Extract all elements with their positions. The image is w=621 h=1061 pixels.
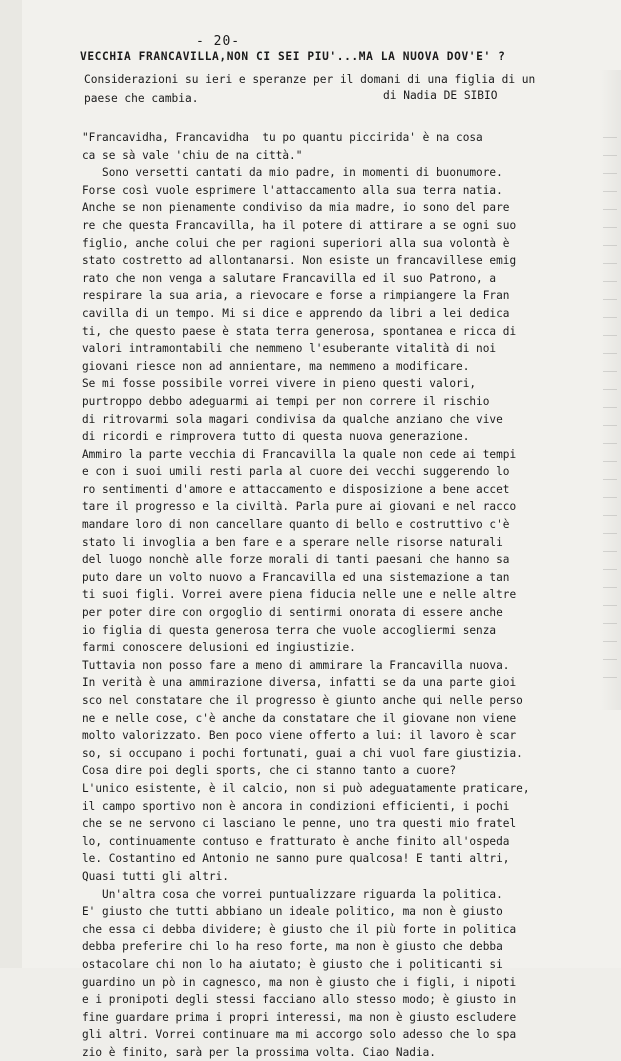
article-line: cavilla di un tempo. Mi si dice e apprendo da libri a lei dedica bbox=[82, 306, 510, 320]
article-line: ro sentimenti d'amore e attaccamento e disposizione a bene accet bbox=[82, 482, 510, 496]
article-line: purtroppo debbo adeguarmi ai tempi per non correre il rischio bbox=[82, 394, 490, 408]
page-number: - 20- bbox=[196, 34, 241, 49]
article-line: mandare loro di non cancellare quanto di bello e costruttivo c'è bbox=[82, 518, 510, 532]
article-line: il campo sportivo non è ancora in condizioni efficienti, i pochi bbox=[82, 799, 510, 813]
article-line: rato che non venga a salutare Francavilla ed il suo Patrono, a bbox=[82, 271, 497, 285]
article-line: tare il progresso e la civiltà. Parla pure ai giovani e nel racco bbox=[82, 500, 517, 514]
article-line: L'unico esistente, è il calcio, non si può adeguatamente praticare, bbox=[82, 781, 530, 795]
article-line: "Francavidha, Francavidha tu po quantu piccirida' è na cosa bbox=[82, 131, 483, 144]
article-line: Tuttavia non posso fare a meno di ammirare la Francavilla nuova. bbox=[82, 658, 510, 672]
article-line: Cosa dire poi degli sports, che ci stanno tanto a cuore? bbox=[82, 764, 457, 778]
article-line: Quasi tutti gli altri. bbox=[82, 869, 229, 883]
article-line: E' giusto che tutti abbiano un ideale politico, ma non è giusto bbox=[82, 905, 503, 919]
article-line: ti, che questo paese è stata terra generosa, spontanea e ricca di bbox=[82, 324, 517, 338]
article-line: io figlia di questa generosa terra che vuole accogliermi senza bbox=[82, 623, 497, 637]
article-line: Forse così vuole esprimere l'attaccamento alla sua terra natia. bbox=[82, 183, 503, 197]
article-byline: di Nadia DE SIBIO bbox=[383, 89, 498, 102]
article-line: molto valorizzato. Ben poco viene offerto a lui: il lavoro è scar bbox=[82, 729, 517, 743]
article-line: so, si occupano i pochi fortunati, guai a chi vuol fare giustizia. bbox=[82, 746, 523, 760]
article-line: stato li invoglia a ben fare e a sperare nelle risorse naturali bbox=[82, 535, 503, 549]
article-title: VECCHIA FRANCAVILLA,NON CI SEI PIU'...MA LA NUOVA DOV'E' ? bbox=[80, 50, 506, 63]
article-line: figlio, anche colui che per ragioni superiori alla sua volontà è bbox=[82, 236, 510, 250]
article-line: ca se sà vale 'chiu de na città." bbox=[82, 148, 303, 162]
article-line: stato costretto ad allontanarsi. Non esiste un francavillese emig bbox=[82, 254, 517, 268]
article-line: giovani riesce non ad annientare, ma nemmeno a modificare. bbox=[82, 359, 470, 373]
bleed-through-marks bbox=[603, 120, 617, 680]
article-line: per poter dire con orgoglio di sentirmi onorata di essere anche bbox=[82, 606, 503, 620]
article-subtitle: Considerazioni su ieri e speranze per il domani di una figlia di un paese che cambia. bbox=[84, 73, 536, 105]
article-line: le. Costantino ed Antonio ne sanno pure qualcosa! E tanti altri, bbox=[82, 852, 510, 866]
article-line: Anche se non pienamente condiviso da mia madre, io sono del pare bbox=[82, 201, 510, 215]
article-line: di ritrovarmi sola magari condivisa da qualche anziano che vive bbox=[82, 412, 503, 426]
article-line: e con i suoi umili resti parla al cuore dei vecchi suggerendo lo bbox=[82, 465, 510, 479]
article-line: fine guardare prima i propri interessi, ma non è giusto escludere bbox=[82, 1010, 517, 1024]
article-line: che essa ci debba dividere; è giusto che il più forte in politica bbox=[82, 922, 517, 936]
article-line: e i pronipoti degli stessi facciano allo stesso modo; è giusto in bbox=[82, 993, 517, 1007]
article-line: lo, continuamente contuso e fratturato è anche finito all'ospeda bbox=[82, 834, 510, 848]
article-body bbox=[82, 129, 587, 1061]
article-line: respirare la sua aria, a rievocare e forse a rimpiangere la Fran bbox=[82, 289, 510, 303]
article-line: zio è finito, sarà per la prossima volta. Ciao Nadia. bbox=[82, 1045, 436, 1059]
article-line: che se ne servono ci lasciano le penne, uno tra questi mio fratel bbox=[82, 817, 517, 831]
article-line: ti suoi figli. Vorrei avere piena fiducia nelle une e nelle altre bbox=[82, 588, 517, 602]
article-line: guardino un pò in cagnesco, ma non è giusto che i figli, i nipoti bbox=[82, 975, 517, 989]
article-line: di ricordi e rimprovera tutto di questa nuova generazione. bbox=[82, 430, 470, 444]
article-line: gli altri. Vorrei continuare ma mi accorgo solo adesso che lo spa bbox=[82, 1028, 517, 1042]
page-margin bbox=[0, 0, 22, 968]
article-line: ostacolare chi non lo ha aiutato; è giusto che i politicanti si bbox=[82, 957, 503, 971]
article-line: Se mi fosse possibile vorrei vivere in pieno questi valori, bbox=[82, 377, 477, 391]
article-line: ne e nelle cose, c'è anche da constatare che il giovane non viene bbox=[82, 711, 517, 725]
article-line: In verità è una ammirazione diversa, infatti se da una parte gioi bbox=[82, 676, 517, 690]
article-line: debba preferire chi lo ha reso forte, ma non è giusto che debba bbox=[82, 940, 503, 954]
article-line: Sono versetti cantati da mio padre, in momenti di buonumore. bbox=[82, 166, 503, 180]
article-line: Ammiro la parte vecchia di Francavilla la quale non cede ai tempi bbox=[82, 447, 517, 461]
article-line: puto dare un volto nuovo a Francavilla ed una sistemazione a tan bbox=[82, 570, 510, 584]
article-line: del luogo nonchè alle forze morali di tanti paesani che hanno sa bbox=[82, 553, 510, 567]
article-line: valori intramontabili che nemmeno l'esuberante vitalità di noi bbox=[82, 342, 497, 356]
article-line: re che questa Francavilla, ha il potere di attirare a se ogni suo bbox=[82, 218, 517, 232]
article-line: farmi conoscere delusioni ed ingiustizie. bbox=[82, 641, 356, 655]
article-line: Un'altra cosa che vorrei puntualizzare riguarda la politica. bbox=[82, 887, 503, 901]
article-line: sco nel constatare che il progresso è giunto anche qui nelle perso bbox=[82, 694, 523, 707]
